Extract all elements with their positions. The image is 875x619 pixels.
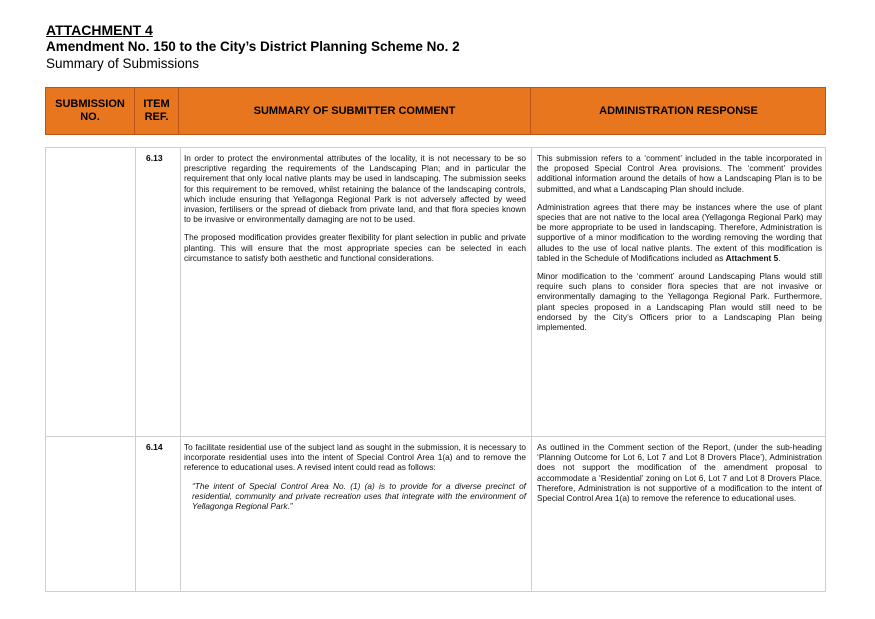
item-ref-6-14: 6.14 xyxy=(146,442,163,452)
response-paragraph: As outlined in the Comment section of the Report, (under the sub-heading ‘Planning Outcome for Lot 6, Lot 7 and Lot 8 Drovers Place’), Administration does not support the modification of the amendment proposal to accommodate a ‘Residential’ zoning on Lot 6, Lot 7 and Lot 8 Drovers Place. Therefore, Administration is not supportive of a modification to the intent of Special Control Area 1(a) to remove the reference to educational uses. xyxy=(537,442,822,504)
response-paragraph: This submission refers to a ‘comment’ included in the table incorporated in the proposed Special Control Area provisions. The ‘comment’ provides additional information around the details of how a Landscaping Plan is to be submitted, and what a Landscaping Plan should include. xyxy=(537,153,822,194)
column-header-summary: SUMMARY OF SUBMITTER COMMENT xyxy=(179,88,531,134)
response-paragraph: Administration agrees that there may be instances where the use of plant species that are not native to the local area (Yellagonga Regional Park) may be more appropriate to be used in landscaping. Therefore, Administration is supportive of a minor modification to the wording removing the wording that alludes to the use of local native plants. The extent of this modification is tabled in the Schedule of Modifications included as Attachment 5. xyxy=(537,201,822,263)
admin-response-6-13 xyxy=(537,153,822,340)
admin-response-6-14 xyxy=(537,442,822,511)
revised-intent-quote: “The intent of Special Control Area No. (1) (a) is to provide for a diverse precinct of residential, community and private recreation uses that integrate with the environment of Yellagonga Regional Park.” xyxy=(192,480,526,512)
amendment-title: Amendment No. 150 to the City’s District Planning Scheme No. 2 xyxy=(46,39,460,54)
attachment-reference: Attachment 5 xyxy=(725,252,779,263)
column-header-submission-no: SUBMISSION NO. xyxy=(46,88,135,134)
column-divider xyxy=(180,148,181,591)
document-header xyxy=(46,22,460,72)
column-header-response: ADMINISTRATION RESPONSE xyxy=(599,104,758,117)
summary-subtitle: Summary of Submissions xyxy=(46,56,200,71)
table-header xyxy=(45,87,826,135)
column-divider xyxy=(531,148,532,591)
column-divider xyxy=(135,148,136,591)
row-divider xyxy=(46,436,825,437)
response-text: Administration agrees that there may be instances where the use of plant species that are not native to the local area (Yellagonga Regional Park) may be more appropriate to be used in landscaping. Therefore, Administration is supportive of a minor modification to the wording removing the wording that alludes to the use of local native plants. The extent of this modification is tabled in the Schedule of Modifications included as xyxy=(537,201,822,263)
comment-paragraph: To facilitate residential use of the subject land as sought in the submission, it is necessary to incorporate residential uses into the intent of Special Control Area 1(a) and to remove the reference to educational uses. A revised intent could read as follows: xyxy=(184,442,526,473)
column-header-item-ref: ITEM REF. xyxy=(135,88,179,134)
submitter-comment-6-13 xyxy=(184,153,526,271)
response-paragraph: Minor modification to the ‘comment’ around Landscaping Plans would still require such plans to consider flora species that are not invasive or environmentally damaging to the Yellagonga Regional Park. Furthermore, plant species proposed in a Landscaping Plan would still need to be endorsed by the City’s Officers prior to a Landscaping Plan being implemented. xyxy=(537,271,822,333)
item-ref-6-13: 6.13 xyxy=(146,153,163,163)
comment-paragraph: In order to protect the environmental attributes of the locality, it is not necessary to be so prescriptive regarding the requirements of the Landscaping Plan; and in particular the requirement that only local native plants may be used in landscaping. The submission seeks for this requirement to be removed, whilst retaining the balance of the landscaping controls, which include ensuring that Yellagonga Regional Park is not adversely affected by weed invasion, fertilisers or the spread of dieback from private land, and that flora species known to be invasive or environmentally damaging are not to be used. xyxy=(184,153,526,225)
submitter-comment-6-14 xyxy=(184,442,526,511)
attachment-title: ATTACHMENT 4 xyxy=(46,22,153,38)
comment-paragraph: The proposed modification provides greater flexibility for plant selection in public and private planting. This will ensure that the most appropriate species can be selected in each circumstance to satisfy both aesthetic and functional considerations. xyxy=(184,232,526,263)
submissions-table xyxy=(45,147,826,592)
